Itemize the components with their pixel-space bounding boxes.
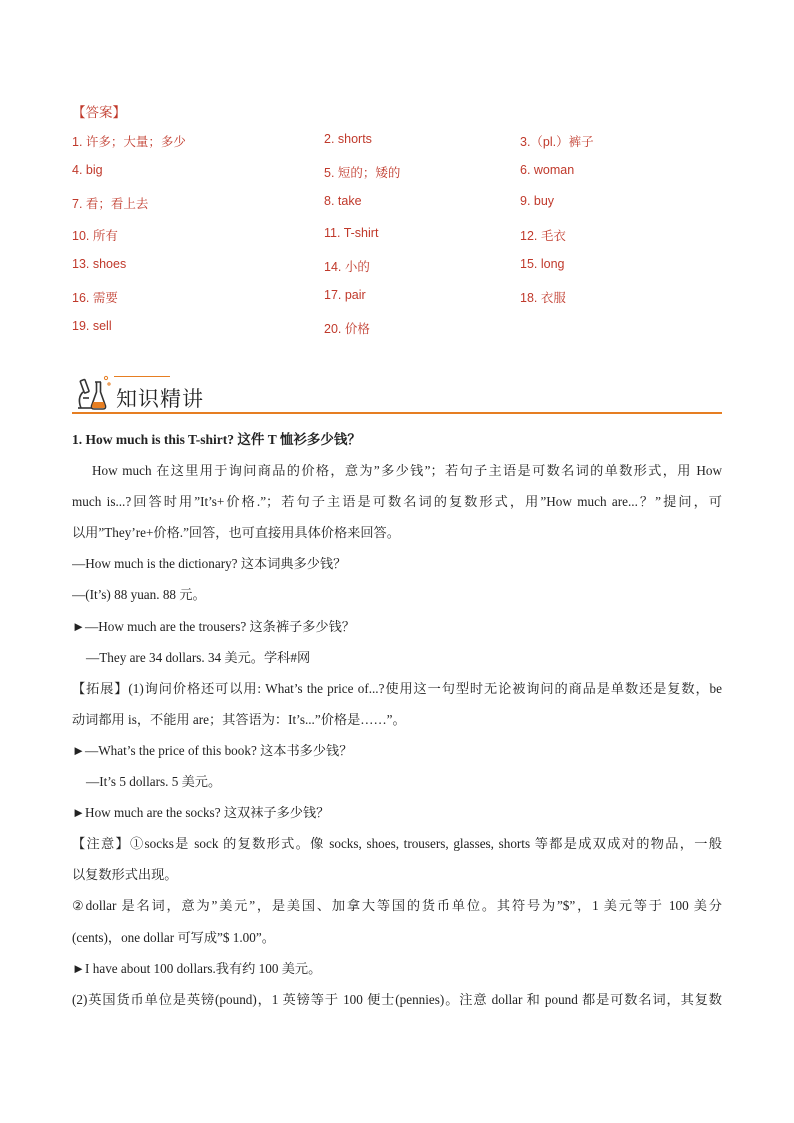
extension-line: 【拓展】(1)询问价格还可以用: What’s the price of...?使用这一句型时无论被询问的商品是单数还是复数，be	[72, 680, 722, 696]
answer-row	[72, 163, 732, 194]
paragraph-line: (2)英国货币单位是英镑(pound)，1 英镑等于 100 便士(pennies)。注意 dollar 和 pound 都是可数名词，其复数	[72, 991, 722, 1007]
answer-item: 9. buy	[520, 194, 555, 209]
example-line: ►I have about 100 dollars.我有约 100 美元。	[72, 960, 322, 976]
answer-item: 1. 许多；大量；多少	[72, 135, 186, 149]
answer-item: 12. 毛衣	[520, 228, 566, 243]
paragraph-line: How much 在这里用于询问商品的价格，意为”多少钱”；若句子主语是可数名词的单数形式，用 How	[92, 463, 722, 479]
section-accent-line	[114, 376, 170, 377]
answer-item: 11. T-shirt	[324, 225, 379, 240]
answer-item: 4. big	[72, 163, 103, 178]
answer-item: 15. long	[520, 256, 565, 271]
answer-item: 16. 需要	[72, 290, 118, 305]
answer-item: 20. 价格	[324, 322, 370, 337]
answer-item: 17. pair	[324, 287, 366, 302]
paragraph-line: 以用”They’re+价格.”回答，也可直接用具体价格来回答。	[72, 525, 400, 541]
answer-row	[72, 257, 732, 288]
section-divider	[72, 412, 722, 414]
answer-list	[72, 132, 732, 350]
answer-item: 19. sell	[72, 319, 112, 334]
answer-item: 14. 小的	[324, 259, 370, 274]
example-question: ►—What’s the price of this book? 这本书多少钱？	[72, 742, 353, 758]
section-heading	[72, 372, 722, 416]
answer-item: 5. 短的；矮的	[324, 166, 401, 181]
flask-microscope-icon	[72, 372, 112, 412]
note-line: 【注意】①socks是 sock 的复数形式。像 socks, shoes, trousers, glasses, shorts 等都是成双成对的物品，一般	[72, 836, 722, 852]
answer-item: 18. 衣服	[520, 290, 566, 305]
example-answer: —They are 34 dollars. 34 美元。学科#网	[86, 649, 311, 665]
example-line: ►How much are the socks? 这双袜子多少钱？	[72, 805, 330, 821]
answer-item: 13. shoes	[72, 256, 127, 271]
lesson-content	[72, 424, 722, 1015]
answer-row	[72, 226, 732, 257]
answer-item: 3.（pl.）裤子	[520, 135, 594, 149]
example-answer: —(It’s) 88 yuan. 88 元。	[72, 587, 206, 603]
answer-row	[72, 288, 732, 319]
note-line: 以复数形式出现。	[72, 867, 178, 883]
answer-header: 【答案】	[72, 105, 126, 121]
answer-item: 10. 所有	[72, 228, 118, 243]
answer-row	[72, 194, 732, 225]
lesson-heading: 1. How much is this T-shirt? 这件 T 恤衫多少钱？	[72, 432, 361, 447]
note-line: (cents)，one dollar 可写成”$ 1.00”。	[72, 929, 275, 945]
paragraph-line: much is...?回答时用”It’s+价格.”；若句子主语是可数名词的复数形式，用”How much are...？”提问，可	[72, 494, 722, 510]
answer-item: 6. woman	[520, 163, 575, 178]
note-line: ②dollar 是名词，意为”美元”，是美国、加拿大等国的货币单位。其符号为”$”，1 美元等于 100 美分	[72, 898, 722, 914]
example-answer: —It’s 5 dollars. 5 美元。	[86, 774, 222, 790]
answer-item: 8. take	[324, 194, 362, 209]
extension-line: 动词都用 is，不能用 are；其答语为：It’s...”价格是……”。	[72, 711, 406, 727]
answer-item: 7. 看；看上去	[72, 197, 149, 212]
answer-row	[72, 132, 732, 163]
section-title: 知识精讲	[116, 387, 204, 411]
answer-row	[72, 319, 732, 350]
answer-item: 2. shorts	[324, 132, 372, 146]
example-question: ►—How much are the trousers? 这条裤子多少钱？	[72, 618, 355, 634]
example-question: —How much is the dictionary? 这本词典多少钱？	[72, 556, 347, 572]
